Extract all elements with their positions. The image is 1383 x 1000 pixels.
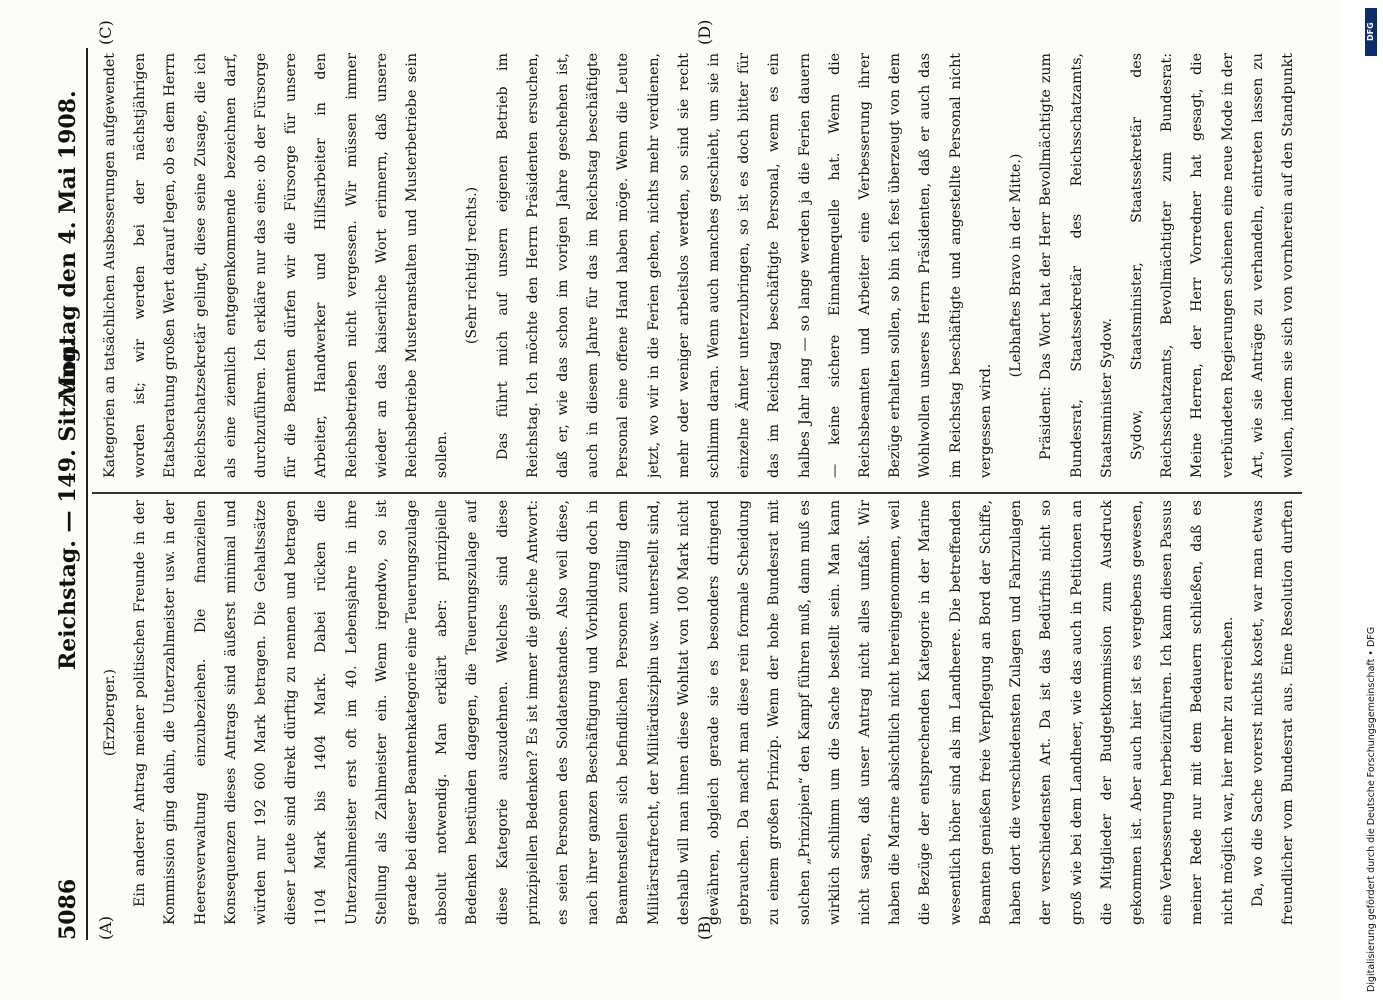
paragraph: Kategorien an tatsächlichen Ausbesserungen aufgewendet worden ist; wir werden bei der nächstjährigen Etatsberatung großen Wert darauf legen, ob es dem Herrn Reichsschatzsekretär gelingt, diese seine Zusage, die ich als eine ziemlich entgegenkommende bezeichnen darf, durchzuführen. Ich erkläre nur das eine: ob der Fürsorge für die Beamten dürfen wir die Fürsorge für unsere Arbeiter, Handwerker und Hilfsarbeiter in den Reichsbetrieben nicht vergessen. Wir müssen immer wieder an das kaiserliche Wort erinnern, daß unsere Reichsbetriebe Musteranstalten und Musterbetriebe sein sollen. bbox=[102, 53, 451, 478]
interjection: (Lebhaftes Bravo in der Mitte.) bbox=[1008, 153, 1025, 378]
paragraph: Ein anderer Antrag meiner politischen Freunde in der Kommission ging dahin, die Unterzahlmeister usw. in der Heeresverwaltung einzubeziehen. Die finanziellen Konsequenzen dieses Antrags sind äußerst minimal und würden nur 192 600 Mark betragen. Die Gehaltssätze dieser Leute sind direkt dürftig zu nennen und betragen 1104 Mark bis 1404 Mark. Dabei rücken die Unterzahlmeister erst oft im 40. Lebensjahre in ihre Stellung als Zahlmeister ein. Wenn irgendwo, so ist gerade bei dieser Beamtenkategorie eine Teuerungszulage absolut notwendig. Man erklärt aber: prinzipielle Bedenken bestünden dagegen, die Teuerungszulage auf diese Kategorie auszudehnen. Welches sind diese prinzipiellen Bedenken? Es ist immer die gleiche Antwort: es seien Personen des Soldatenstandes. Also weil diese, nach ihrer ganzen Beschäftigung und Vorbildung doch in Beamtenstellen sich befindlichen Personen zufällig dem Militärstrafrecht, der Militärdisziplin usw. unterstellt sind, deshalb will man ihnen diese Wohltat von 100 Mark nicht gewähren, obgleich gerade sie es besonders dringend gebrauchen. Da macht man diese rein formale Scheidung zu einem großen Prinzip. Wenn der hohe Bundesrat mit solchen „Prinzipien“ den Kampf führen muß, dann muß es wirklich schlimm um die Sache bestellt sein. Man kann nicht sagen, daß unser Antrag nicht alles umfaßt. Wir haben die Marine absichtlich nicht hereingenommen, weil die Bezüge der entsprechenden Kategorie in der Marine wesentlich höher sind als im Landheere. Die betreffenden Beamten genießen freie Verpflegung an Bord der Schiffe, haben dort die verschiedensten Zulagen und Fahrzulagen der verschiedensten Art. Da ist das Bedürfnis nicht so groß wie bei dem Landheer, wie das auch in Petitionen an die Mitglieder der Budgetkommission zum Ausdruck gekommen ist. Aber auch hier ist es vergebens gewesen, eine Verbesserung herbeizuführen. Ich kann diesen Passus meiner Rede nur mit dem Bedauern schließen, daß es nicht möglich war, hier mehr zu erreichen. bbox=[132, 500, 1236, 925]
dfg-logo: DFG bbox=[1365, 8, 1377, 56]
page-number: 5086 bbox=[55, 878, 81, 940]
speaker-tag: (Erzberger.) bbox=[102, 668, 118, 757]
session-title: Reichstag. — 149. Sitzung. bbox=[55, 339, 81, 670]
header-rule bbox=[86, 48, 88, 940]
margin-marker-a: (A) bbox=[96, 915, 115, 940]
paragraph: Da, wo die Sache vorerst nichts kostet, war man etwas freundlicher vom Bundesrat aus. Eine Resolution durften bbox=[1249, 500, 1296, 925]
interjection: (Sehr richtig! rechts.) bbox=[464, 186, 481, 345]
left-column bbox=[95, 500, 1300, 925]
margin-marker-b: (B) bbox=[695, 915, 714, 940]
speaker-sydow: Sydow, Staatsminister, Staatssekretär des Reichsschatzamts, Bevollmächtigter zum Bundesrat: Meine Herren, der Herr Vorredner hat gesagt, die verbündeten Regierungen schienen eine neue Mode in der Art, wie sie Anträge zu verhandeln, eintreten lassen zu wollen, indem sie sich von vornherein auf den Standpunkt bbox=[1128, 53, 1296, 478]
session-date: Montag den 4. Mai 1908. bbox=[55, 90, 81, 400]
digitization-credit: Digitalisierung gefördert durch die Deutsche Forschungsgemeinschaft • DFG bbox=[1366, 626, 1377, 992]
margin-marker-d: (D) bbox=[695, 19, 714, 45]
president-statement: Präsident: Das Wort hat der Herr Bevollmächtigte zum Bundesrat, Staatssekretär des Reichsschatzamts, Staatsminister Sydow. bbox=[1038, 53, 1115, 478]
paragraph: Das führt mich auf unsern eigenen Betrieb im Reichstag. Ich möchte den Herrn Präsidenten ersuchen, daß er, wie das schon im vorigen Jahre geschehen ist, auch in diesem Jahre für das im Reichstag beschäftigte Personal eine offene Hand haben möge. Wenn die Leute jetzt, wo wir in die Ferien gehen, nichts mehr verdienen, mehr oder weniger arbeitslos werden, so sind sie recht schlimm daran. Wenn auch manches geschieht, um sie in einzelne Ämter unterzubringen, so ist es doch bitter für das im Reichstag beschäftigte Personal, wenn es ein halbes Jahr lang — so lange werden ja die Ferien dauern — keine sichere Einnahmequelle hat. Wenn die Reichsbeamten und Arbeiter eine Verbesserung ihrer Bezüge erhalten sollen, so bin ich fest überzeugt von dem Wohlwollen unseres Herrn Präsidenten, daß er auch das im Reichstag beschäftigte und angestellte Personal nicht vergessen wird. bbox=[494, 53, 994, 478]
right-column bbox=[95, 53, 1300, 478]
margin-marker-c: (C) bbox=[96, 20, 115, 45]
column-divider bbox=[92, 492, 1302, 494]
